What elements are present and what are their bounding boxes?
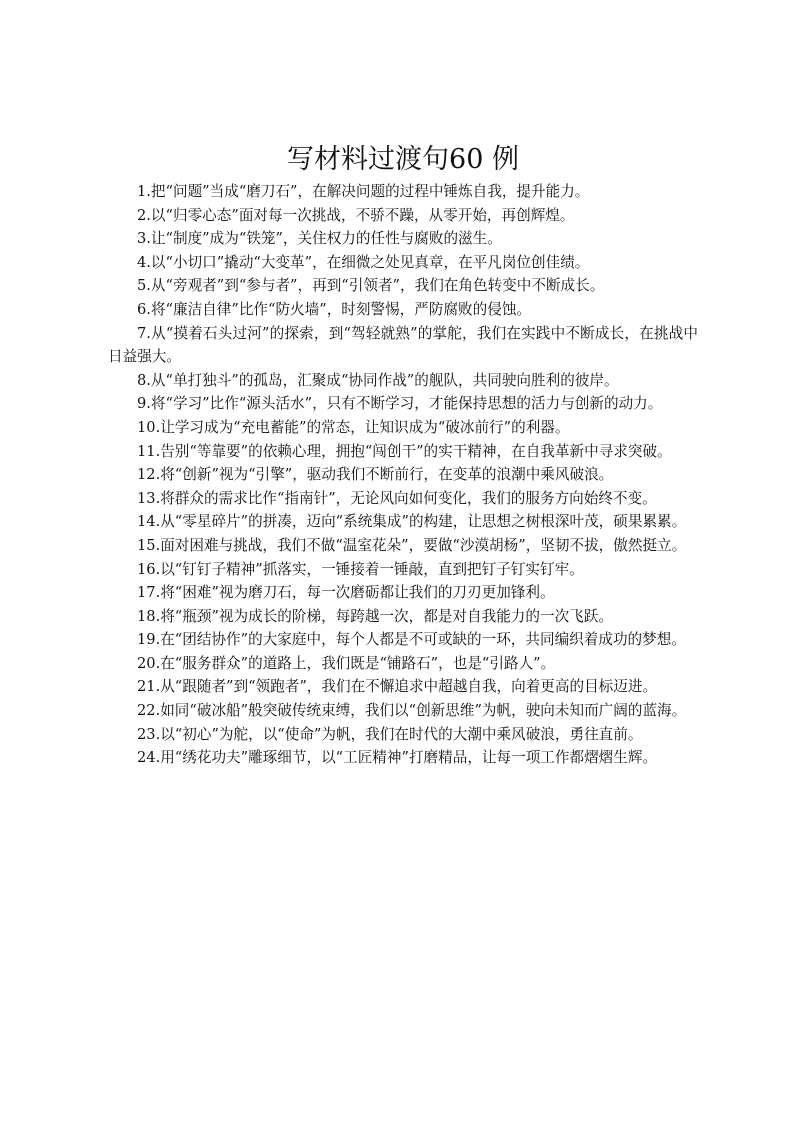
- list-item: 5.从“旁观者”到“参与者”，再到“引领者”，我们在角色转变中不断成长。: [137, 277, 605, 295]
- list-item: 16.以“钉钉子精神”抓落实，一锤接着一锤敲，直到把钉子钉实钉牢。: [137, 560, 584, 578]
- list-item: 23.以“初心”为舵，以“使命”为帆，我们在时代的大潮中乘风破浪，勇往直前。: [137, 725, 643, 743]
- list-item: 8.从“单打独斗”的孤岛，汇聚成“协同作战”的舰队，共同驶向胜利的彼岸。: [137, 371, 619, 389]
- list-item: 4.以“小切口”撬动“大变革”，在细微之处见真章，在平凡岗位创佳绩。: [137, 253, 590, 271]
- list-item: 17.将“困难”视为磨刀石，每一次磨砺都让我们的刀刃更加锋利。: [137, 584, 555, 602]
- list-item: 19.在“团结协作”的大家庭中，每个人都是不可或缺的一环，共同编织着成功的梦想。: [137, 631, 686, 649]
- list-item: 21.从“跟随者”到“领跑者”，我们在不懈追求中超越自我，向着更高的目标迈进。: [137, 678, 658, 696]
- list-item: 11.告别“等靠要”的依赖心理，拥抱“闯创干”的实干精神，在自我革新中寻求突破。: [137, 442, 672, 460]
- list-item: 3.让“制度”成为“铁笼”，关住权力的任性与腐败的滋生。: [137, 230, 502, 248]
- list-item: 14.从“零星碎片”的拼凑，迈向“系统集成”的构建，让思想之树根深叶茂，硕果累累。: [137, 513, 687, 531]
- list-item: 6.将“廉洁自律”比作“防火墙”，时刻警惕，严防腐败的侵蚀。: [137, 300, 532, 318]
- list-item: 9.将“学习”比作“源头活水”，只有不断学习，才能保持思想的活力与创新的动力。: [137, 395, 663, 413]
- list-item: 18.将“瓶颈”视为成长的阶梯，每跨越一次，都是对自我能力的一次飞跃。: [137, 607, 613, 625]
- list-item: 7.从“摸着石头过河”的探索，到“驾轻就熟”的掌舵，我们在实践中不断成长，在挑战中日益强大。: [108, 324, 698, 366]
- list-item: 15.面对困难与挑战，我们不做“温室花朵”，要做“沙漠胡杨”，坚韧不拔，傲然挺立。: [137, 536, 687, 554]
- list-item: 1.把“问题”当成“磨刀石”，在解决问题的过程中锤炼自我，提升能力。: [137, 183, 590, 200]
- list-item: 2.以“归零心态”面对每一次挑战，不骄不躁，从零开始，再创辉煌。: [137, 206, 575, 224]
- document-page: [108, 140, 698, 770]
- list-item: 13.将群众的需求比作“指南针”，无论风向如何变化，我们的服务方向始终不变。: [137, 489, 657, 507]
- transition-sentence-list: [108, 180, 698, 770]
- list-item: 20.在“服务群众”的道路上，我们既是“铺路石”，也是“引路人”。: [137, 654, 556, 672]
- list-item: 22.如同“破冰船”般突破传统束缚，我们以“创新思维”为帆，驶向未知而广阔的蓝海。: [137, 702, 687, 720]
- document-title: 写材料过渡句60 例: [287, 144, 519, 175]
- list-item: 24.用“绣花功夫”雕琢细节，以“工匠精神”打磨精品，让每一项工作都熠熠生辉。: [137, 749, 658, 767]
- list-item: 10.让学习成为“充电蓄能”的常态，让知识成为“破冰前行”的利器。: [137, 418, 570, 436]
- list-item: 12.将“创新”视为“引擎”，驱动我们不断前行，在变革的浪潮中乘风破浪。: [137, 466, 614, 484]
